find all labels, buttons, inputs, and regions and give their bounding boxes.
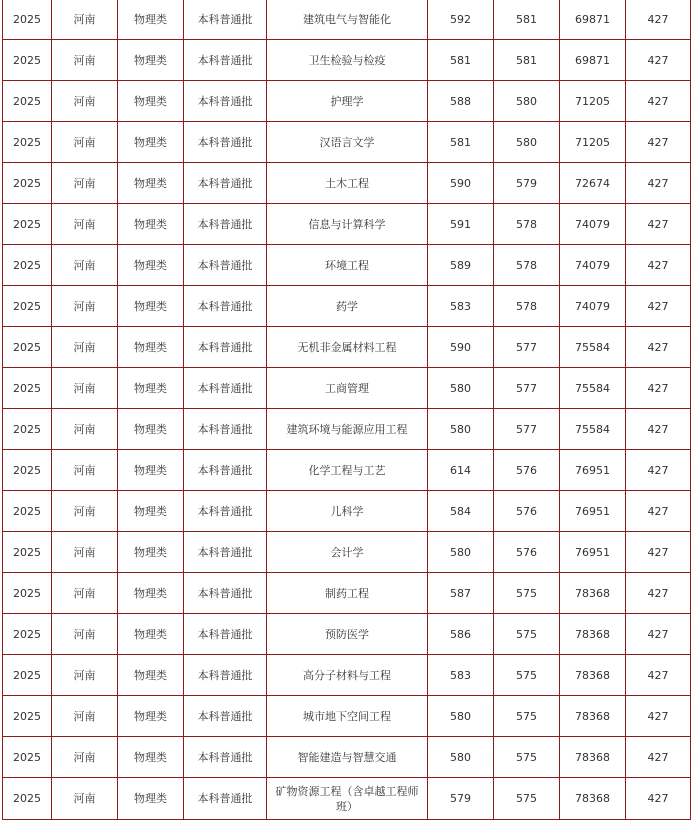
major-cell: 建筑环境与能源应用工程 xyxy=(267,409,428,450)
max-score-cell: 590 xyxy=(428,327,494,368)
batch-line-cell: 427 xyxy=(626,245,691,286)
table-row xyxy=(3,491,691,532)
major-cell: 会计学 xyxy=(267,532,428,573)
subject-category-cell: 物理类 xyxy=(118,368,184,409)
batch-line-cell: 427 xyxy=(626,204,691,245)
max-score-cell: 592 xyxy=(428,0,494,40)
min-score-cell: 578 xyxy=(494,204,560,245)
min-rank-cell: 71205 xyxy=(560,81,626,122)
admission-score-table xyxy=(2,0,691,820)
batch-cell: 本科普通批 xyxy=(184,450,267,491)
batch-line-cell: 427 xyxy=(626,491,691,532)
min-rank-cell: 74079 xyxy=(560,245,626,286)
table-row xyxy=(3,655,691,696)
min-rank-cell: 72674 xyxy=(560,163,626,204)
province-cell: 河南 xyxy=(52,491,118,532)
province-cell: 河南 xyxy=(52,286,118,327)
batch-cell: 本科普通批 xyxy=(184,614,267,655)
min-score-cell: 581 xyxy=(494,0,560,40)
batch-cell: 本科普通批 xyxy=(184,40,267,81)
major-cell: 矿物资源工程（含卓越工程师班） xyxy=(267,778,428,820)
year-cell: 2025 xyxy=(3,573,52,614)
batch-cell: 本科普通批 xyxy=(184,368,267,409)
year-cell: 2025 xyxy=(3,655,52,696)
subject-category-cell: 物理类 xyxy=(118,491,184,532)
min-rank-cell: 75584 xyxy=(560,327,626,368)
year-cell: 2025 xyxy=(3,409,52,450)
major-cell: 无机非金属材料工程 xyxy=(267,327,428,368)
year-cell: 2025 xyxy=(3,737,52,778)
province-cell: 河南 xyxy=(52,327,118,368)
province-cell: 河南 xyxy=(52,696,118,737)
year-cell: 2025 xyxy=(3,0,52,40)
year-cell: 2025 xyxy=(3,368,52,409)
batch-cell: 本科普通批 xyxy=(184,696,267,737)
year-cell: 2025 xyxy=(3,40,52,81)
table-row xyxy=(3,409,691,450)
batch-line-cell: 427 xyxy=(626,122,691,163)
subject-category-cell: 物理类 xyxy=(118,778,184,820)
min-rank-cell: 78368 xyxy=(560,573,626,614)
batch-cell: 本科普通批 xyxy=(184,655,267,696)
min-score-cell: 577 xyxy=(494,368,560,409)
batch-line-cell: 427 xyxy=(626,40,691,81)
subject-category-cell: 物理类 xyxy=(118,245,184,286)
subject-category-cell: 物理类 xyxy=(118,532,184,573)
subject-category-cell: 物理类 xyxy=(118,81,184,122)
batch-line-cell: 427 xyxy=(626,450,691,491)
province-cell: 河南 xyxy=(52,245,118,286)
min-rank-cell: 71205 xyxy=(560,122,626,163)
min-score-cell: 580 xyxy=(494,81,560,122)
table-row xyxy=(3,450,691,491)
batch-line-cell: 427 xyxy=(626,696,691,737)
major-cell: 土木工程 xyxy=(267,163,428,204)
batch-cell: 本科普通批 xyxy=(184,0,267,40)
max-score-cell: 581 xyxy=(428,40,494,81)
year-cell: 2025 xyxy=(3,327,52,368)
min-rank-cell: 78368 xyxy=(560,778,626,820)
subject-category-cell: 物理类 xyxy=(118,204,184,245)
batch-line-cell: 427 xyxy=(626,573,691,614)
batch-line-cell: 427 xyxy=(626,532,691,573)
batch-line-cell: 427 xyxy=(626,655,691,696)
min-rank-cell: 78368 xyxy=(560,696,626,737)
min-rank-cell: 78368 xyxy=(560,737,626,778)
subject-category-cell: 物理类 xyxy=(118,40,184,81)
table-row xyxy=(3,778,691,820)
min-score-cell: 581 xyxy=(494,40,560,81)
max-score-cell: 589 xyxy=(428,245,494,286)
province-cell: 河南 xyxy=(52,614,118,655)
major-cell: 工商管理 xyxy=(267,368,428,409)
min-rank-cell: 78368 xyxy=(560,655,626,696)
table-row xyxy=(3,245,691,286)
major-cell: 建筑电气与智能化 xyxy=(267,0,428,40)
min-score-cell: 576 xyxy=(494,450,560,491)
year-cell: 2025 xyxy=(3,491,52,532)
max-score-cell: 580 xyxy=(428,409,494,450)
major-cell: 汉语言文学 xyxy=(267,122,428,163)
min-rank-cell: 78368 xyxy=(560,614,626,655)
batch-cell: 本科普通批 xyxy=(184,286,267,327)
max-score-cell: 581 xyxy=(428,122,494,163)
max-score-cell: 580 xyxy=(428,696,494,737)
table-row xyxy=(3,81,691,122)
max-score-cell: 614 xyxy=(428,450,494,491)
min-rank-cell: 69871 xyxy=(560,40,626,81)
table-row xyxy=(3,204,691,245)
batch-cell: 本科普通批 xyxy=(184,163,267,204)
subject-category-cell: 物理类 xyxy=(118,573,184,614)
major-cell: 信息与计算科学 xyxy=(267,204,428,245)
table-row xyxy=(3,0,691,40)
subject-category-cell: 物理类 xyxy=(118,696,184,737)
min-score-cell: 578 xyxy=(494,245,560,286)
province-cell: 河南 xyxy=(52,122,118,163)
max-score-cell: 580 xyxy=(428,737,494,778)
batch-cell: 本科普通批 xyxy=(184,81,267,122)
province-cell: 河南 xyxy=(52,655,118,696)
table-row xyxy=(3,614,691,655)
year-cell: 2025 xyxy=(3,204,52,245)
province-cell: 河南 xyxy=(52,573,118,614)
batch-line-cell: 427 xyxy=(626,614,691,655)
year-cell: 2025 xyxy=(3,614,52,655)
min-score-cell: 575 xyxy=(494,614,560,655)
year-cell: 2025 xyxy=(3,163,52,204)
province-cell: 河南 xyxy=(52,450,118,491)
province-cell: 河南 xyxy=(52,778,118,820)
min-score-cell: 578 xyxy=(494,286,560,327)
batch-line-cell: 427 xyxy=(626,778,691,820)
major-cell: 制药工程 xyxy=(267,573,428,614)
table-row xyxy=(3,368,691,409)
year-cell: 2025 xyxy=(3,450,52,491)
year-cell: 2025 xyxy=(3,122,52,163)
min-score-cell: 579 xyxy=(494,163,560,204)
table-row xyxy=(3,286,691,327)
batch-cell: 本科普通批 xyxy=(184,204,267,245)
min-score-cell: 575 xyxy=(494,696,560,737)
year-cell: 2025 xyxy=(3,286,52,327)
subject-category-cell: 物理类 xyxy=(118,0,184,40)
batch-line-cell: 427 xyxy=(626,327,691,368)
batch-cell: 本科普通批 xyxy=(184,245,267,286)
min-rank-cell: 76951 xyxy=(560,532,626,573)
min-rank-cell: 74079 xyxy=(560,286,626,327)
province-cell: 河南 xyxy=(52,737,118,778)
table-body xyxy=(3,0,691,820)
min-score-cell: 575 xyxy=(494,737,560,778)
batch-cell: 本科普通批 xyxy=(184,122,267,163)
year-cell: 2025 xyxy=(3,81,52,122)
subject-category-cell: 物理类 xyxy=(118,163,184,204)
min-score-cell: 575 xyxy=(494,573,560,614)
major-cell: 儿科学 xyxy=(267,491,428,532)
subject-category-cell: 物理类 xyxy=(118,327,184,368)
min-score-cell: 577 xyxy=(494,409,560,450)
year-cell: 2025 xyxy=(3,778,52,820)
table-row xyxy=(3,696,691,737)
province-cell: 河南 xyxy=(52,204,118,245)
table-row xyxy=(3,737,691,778)
batch-line-cell: 427 xyxy=(626,0,691,40)
subject-category-cell: 物理类 xyxy=(118,737,184,778)
major-cell: 卫生检验与检疫 xyxy=(267,40,428,81)
max-score-cell: 590 xyxy=(428,163,494,204)
batch-cell: 本科普通批 xyxy=(184,491,267,532)
min-rank-cell: 76951 xyxy=(560,450,626,491)
min-score-cell: 575 xyxy=(494,778,560,820)
max-score-cell: 583 xyxy=(428,655,494,696)
subject-category-cell: 物理类 xyxy=(118,122,184,163)
batch-cell: 本科普通批 xyxy=(184,778,267,820)
batch-line-cell: 427 xyxy=(626,368,691,409)
batch-cell: 本科普通批 xyxy=(184,737,267,778)
max-score-cell: 579 xyxy=(428,778,494,820)
table-row xyxy=(3,573,691,614)
province-cell: 河南 xyxy=(52,81,118,122)
province-cell: 河南 xyxy=(52,0,118,40)
batch-line-cell: 427 xyxy=(626,737,691,778)
min-score-cell: 577 xyxy=(494,327,560,368)
max-score-cell: 583 xyxy=(428,286,494,327)
province-cell: 河南 xyxy=(52,409,118,450)
min-score-cell: 575 xyxy=(494,655,560,696)
batch-cell: 本科普通批 xyxy=(184,327,267,368)
min-rank-cell: 69871 xyxy=(560,0,626,40)
max-score-cell: 591 xyxy=(428,204,494,245)
max-score-cell: 584 xyxy=(428,491,494,532)
province-cell: 河南 xyxy=(52,368,118,409)
max-score-cell: 586 xyxy=(428,614,494,655)
year-cell: 2025 xyxy=(3,245,52,286)
batch-line-cell: 427 xyxy=(626,409,691,450)
min-score-cell: 576 xyxy=(494,491,560,532)
table-row xyxy=(3,40,691,81)
major-cell: 化学工程与工艺 xyxy=(267,450,428,491)
subject-category-cell: 物理类 xyxy=(118,286,184,327)
province-cell: 河南 xyxy=(52,532,118,573)
province-cell: 河南 xyxy=(52,163,118,204)
max-score-cell: 580 xyxy=(428,368,494,409)
year-cell: 2025 xyxy=(3,696,52,737)
table-row xyxy=(3,532,691,573)
batch-cell: 本科普通批 xyxy=(184,409,267,450)
batch-line-cell: 427 xyxy=(626,163,691,204)
subject-category-cell: 物理类 xyxy=(118,614,184,655)
table-row xyxy=(3,122,691,163)
max-score-cell: 580 xyxy=(428,532,494,573)
min-rank-cell: 75584 xyxy=(560,409,626,450)
subject-category-cell: 物理类 xyxy=(118,450,184,491)
max-score-cell: 587 xyxy=(428,573,494,614)
table-row xyxy=(3,327,691,368)
major-cell: 护理学 xyxy=(267,81,428,122)
major-cell: 药学 xyxy=(267,286,428,327)
batch-line-cell: 427 xyxy=(626,81,691,122)
province-cell: 河南 xyxy=(52,40,118,81)
min-score-cell: 580 xyxy=(494,122,560,163)
batch-line-cell: 427 xyxy=(626,286,691,327)
major-cell: 环境工程 xyxy=(267,245,428,286)
min-rank-cell: 74079 xyxy=(560,204,626,245)
major-cell: 预防医学 xyxy=(267,614,428,655)
batch-cell: 本科普通批 xyxy=(184,532,267,573)
subject-category-cell: 物理类 xyxy=(118,655,184,696)
year-cell: 2025 xyxy=(3,532,52,573)
batch-cell: 本科普通批 xyxy=(184,573,267,614)
min-score-cell: 576 xyxy=(494,532,560,573)
major-cell: 智能建造与智慧交通 xyxy=(267,737,428,778)
min-rank-cell: 76951 xyxy=(560,491,626,532)
table-row xyxy=(3,163,691,204)
max-score-cell: 588 xyxy=(428,81,494,122)
major-cell: 高分子材料与工程 xyxy=(267,655,428,696)
min-rank-cell: 75584 xyxy=(560,368,626,409)
subject-category-cell: 物理类 xyxy=(118,409,184,450)
major-cell: 城市地下空间工程 xyxy=(267,696,428,737)
